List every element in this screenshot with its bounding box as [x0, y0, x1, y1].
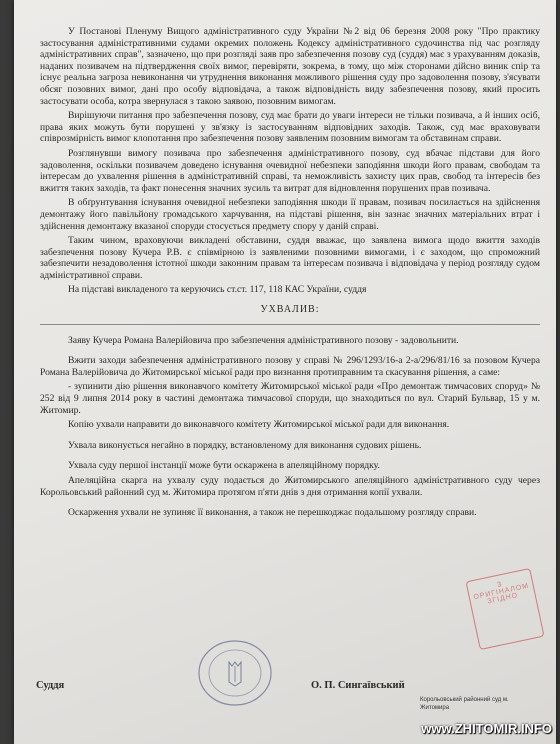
divider	[40, 324, 540, 325]
court-stamp-text: Корольовський районний суд м. Житомира	[420, 697, 509, 711]
paragraph: Вирішуючи питання про забезпечення позову, суд має брати до уваги інтереси не тільки позивача, а й інших осіб, права яких можуть бути порушені у зв'язку із застосуванням відповідних заходів. Також, суд має враховувати співрозмірність вимог клопотання про забезпечення позову заявленим позовним вимогам та обставинам справи.	[40, 110, 540, 145]
paragraph: - зупинити дію рішення виконавчого комітету Житомирської міської ради «Про демонтаж тимчасових споруд» № 252 від 9 липня 2014 року в частині демонтажа тимчасової споруди, що знаходиться по вул. Старий Бульвар, 15 у м. Житомир.	[40, 381, 540, 416]
paragraph: Апеляційна скарга на ухвалу суду подається до Житомирського апеляційного адміністративного суду через Корольовський районний суд м. Житомира протягом п'яти днів з дня отримання копії ухвали.	[40, 475, 540, 498]
paragraph: Ухвала виконується негайно в порядку, встановленому для виконання судових рішень.	[68, 439, 422, 451]
paragraph: Вжити заходи забезпечення адміністративного позову у справі № 296/1293/16-а 2-а/296/81/16 за позовом Кучера Романа Валерійовича до Житомирської міської ради про визнання протиправним та скасування рішення, а саме:	[40, 355, 540, 378]
paragraph: У Постанові Пленуму Вищого адміністративного суду України №2 від 06 березня 2008 року "Про практику застосування адміністративними судами окремих положень Кодексу адміністративного судочинства під час розгляду адміністративних справ", зазначено, що при розгляді заяв про забезпечення позову суд (суддя) має з урахуванням доказів, наданих позивачем на підтвердження своїх вимог, перевіряти, зокрема, в тому, що між сторонами дійсно виник спір та існує реальна загроза невиконання чи утруднення виконання можливого рішення суду про задоволення позову, з'ясувати обсяг позовних вимог, дані про особу відповідача, а також відповідність виду забезпечення позову, який просить застосувати особа, котра звернулася з такою заявою, позовним вимогам.	[40, 26, 540, 107]
paragraph: Таким чином, враховуючи викладені обставини, суддя вважає, що заявлена вимога щодо вжиття заходів забезпечення позову Кучера Р.В. є співмірною із заявленими позовними вимогами, і є заходом, що спроможний забезпечити незадоволення істотної шкоди законним правам та інтересам позивача і відповідача у період розгляду судом адміністративної справи.	[40, 235, 540, 281]
site-watermark: www.ZHITOMIR.INFO	[421, 721, 552, 736]
document-body	[40, 26, 540, 522]
paragraph: Оскарження ухвали не зупиняє її виконання, а також не перешкоджає подальшому розгляду справи.	[68, 507, 477, 519]
ruling-heading: УХВАЛИВ:	[260, 304, 320, 316]
judge-name: О. П. Сингаївський	[311, 680, 405, 691]
paragraph: Копію ухвали направити до виконавчого комітету Житомирської міської ради для виконання.	[68, 419, 450, 431]
paragraph: На підставі викладеного та керуючись ст.ст. 117, 118 КАС України, суддя	[68, 284, 367, 296]
paragraph: Розглянувши вимогу позивача про забезпечення адміністративного позову, суд вбачає підстави для його задоволення, оскільки позивачем доведено існування очевидної небезпеки заподіяння шкоди його правам, свободам та інтересам до ухвалення рішення в адміністративній справі, та неможливість захисту цих прав, свобод та інтересів без вжиття таких заходів, та факт понесення значних зусиль та витрат для відновлення порушених прав позивача.	[40, 147, 540, 194]
paragraph: В обґрунтування існування очевидної небезпеки заподіяння шкоди її правам, позивач посилається на здійснення демонтажу його павільйону громадського харчування, на підставі рішення, він зазнає значних матеріальних втрат і здійснення демонтажу вказаної споруди стосується предмету спору у даній справі.	[40, 197, 540, 232]
judge-title: Суддя	[36, 680, 65, 691]
paragraph: Заяву Кучера Романа Валерійовича про забезпечення адміністративного позову - задовольнити.	[68, 334, 459, 346]
document-page	[14, 0, 556, 744]
certified-copy-stamp: З ОРИГІНАЛОМ ЗГІДНО	[465, 568, 544, 650]
paragraph: Ухвала суду першої інстанції може бути оскаржена в апеляційному порядку.	[68, 460, 380, 472]
court-seal-icon	[196, 638, 274, 708]
